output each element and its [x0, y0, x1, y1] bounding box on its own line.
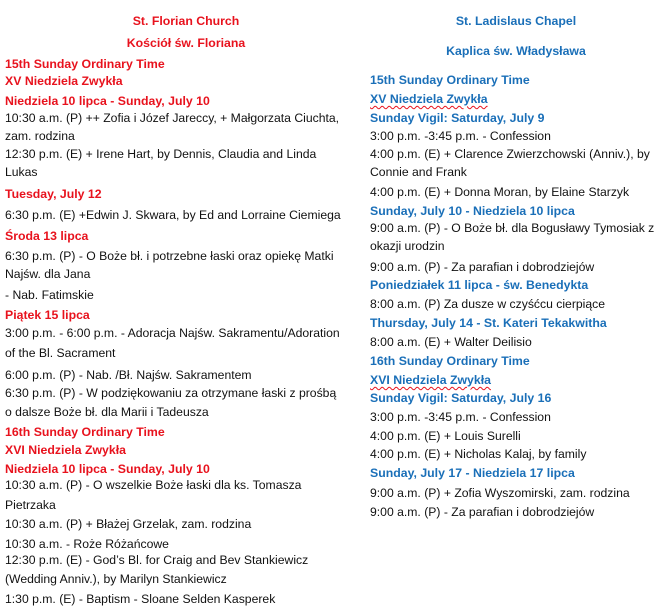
mass-entry: Najśw. dla Jana [5, 267, 91, 281]
section-heading: 16th Sunday Ordinary Time [370, 354, 530, 368]
church-title-polish: Kościół św. Floriana [126, 36, 246, 50]
date-heading: Poniedziałek 11 lipca - św. Benedykta [370, 278, 589, 292]
mass-entry: - Nab. Fatimskie [5, 288, 94, 302]
section-heading: XV Niedziela Zwykła [5, 74, 123, 88]
date-heading: Thursday, July 14 - St. Kateri Tekakwitha [370, 316, 607, 330]
date-heading: Sunday Vigil: Saturday, July 9 [370, 111, 545, 125]
mass-entry: 8:00 a.m. (P) Za dusze w czyśćcu cierpiące [370, 297, 606, 311]
section-heading: XV Niedziela Zwykła [370, 92, 488, 106]
mass-entry: 6:30 p.m. (P) - W podziękowaniu za otrzymane łaski z prośbą [5, 386, 337, 400]
mass-entry: 9:00 a.m. (P) - Za parafian i dobrodziejów [370, 505, 595, 519]
mass-entry: Lukas [5, 165, 38, 179]
mass-entry: 3:00 p.m. -3:45 p.m. - Confession [370, 410, 551, 424]
mass-entry: o dalsze Boże bł. dla Marii i Tadeusza [5, 405, 209, 419]
mass-entry: 9:00 a.m. (P) - Za parafian i dobrodziejów [370, 260, 595, 274]
mass-entry: 4:00 p.m. (E) + Nicholas Kalaj, by family [370, 447, 587, 461]
mass-entry: 12:30 p.m. (E) + Irene Hart, by Dennis, Claudia and Linda [5, 147, 317, 161]
mass-entry: 12:30 p.m. (E) - God’s Bl. for Craig and Bev Stankiewicz [5, 553, 309, 567]
mass-entry: 3:00 p.m. - 6:00 p.m. - Adoracja Najśw. Sakramentu/Adoration [5, 326, 340, 340]
chapel-title-english: St. Ladislaus Chapel [455, 14, 577, 28]
mass-entry: zam. rodzina [5, 129, 75, 143]
mass-entry: 9:00 a.m. (P) + Zofia Wyszomirski, zam. rodzina [370, 486, 630, 500]
mass-entry: 4:00 p.m. (E) + Clarence Zwierzchowski (Anniv.), by [370, 147, 650, 161]
section-heading: XVI Niedziela Zwykła [5, 443, 126, 457]
date-heading: Tuesday, July 12 [5, 187, 102, 201]
mass-entry: 6:30 p.m. (E) +Edwin J. Skwara, by Ed and Lorraine Ciemiega [5, 208, 341, 222]
mass-entry: Pietrzaka [5, 498, 56, 512]
date-heading: Niedziela 10 lipca - Sunday, July 10 [5, 462, 210, 476]
section-heading: 15th Sunday Ordinary Time [370, 73, 530, 87]
date-heading: Sunday, July 17 - Niedziela 17 lipca [370, 466, 575, 480]
section-heading: 16th Sunday Ordinary Time [5, 425, 165, 439]
section-heading: XVI Niedziela Zwykła [370, 373, 491, 387]
mass-entry: okazji urodzin [370, 239, 445, 253]
mass-entry: 6:00 p.m. (P) - Nab. /Bł. Najśw. Sakramentem [5, 368, 252, 382]
mass-entry: 10:30 a.m. (P) - O wszelkie Boże łaski dla ks. Tomasza [5, 478, 302, 492]
mass-entry: Connie and Frank [370, 165, 467, 179]
mass-entry: 1:30 p.m. (E) - Baptism - Sloane Selden Kasperek [5, 592, 276, 606]
mass-entry: of the Bl. Sacrament [5, 346, 116, 360]
mass-entry: 8:00 a.m. (E) + Walter Deilisio [370, 335, 532, 349]
date-heading: Niedziela 10 lipca - Sunday, July 10 [5, 94, 210, 108]
section-heading: 15th Sunday Ordinary Time [5, 57, 165, 71]
date-heading: Piątek 15 lipca [5, 308, 90, 322]
date-heading: Środa 13 lipca [5, 229, 89, 243]
mass-entry: 4:00 p.m. (E) + Louis Surelli [370, 429, 521, 443]
date-heading: Sunday, July 10 - Niedziela 10 lipca [370, 204, 575, 218]
mass-entry: 6:30 p.m. (P) - O Boże bł. i potrzebne łaski oraz opiekę Matki [5, 249, 334, 263]
mass-entry: 4:00 p.m. (E) + Donna Moran, by Elaine Starzyk [370, 185, 630, 199]
mass-entry: 10:30 a.m. - Roże Różańcowe [5, 537, 169, 551]
mass-entry: (Wedding Anniv.), by Marilyn Stankiewicz [5, 572, 227, 586]
chapel-title-polish: Kaplica św. Władysława [446, 44, 586, 58]
mass-entry: 3:00 p.m. -3:45 p.m. - Confession [370, 129, 551, 143]
mass-entry: 9:00 a.m. (P) - O Boże bł. dla Bogusławy Tymosiak z [370, 221, 655, 235]
mass-entry: 10:30 a.m. (P) ++ Zofia i Józef Jareccy, + Małgorzata Ciuchta, [5, 111, 340, 125]
church-title-english: St. Florian Church [132, 14, 240, 28]
mass-entry: 10:30 a.m. (P) + Błażej Grzelak, zam. rodzina [5, 517, 252, 531]
date-heading: Sunday Vigil: Saturday, July 16 [370, 391, 552, 405]
